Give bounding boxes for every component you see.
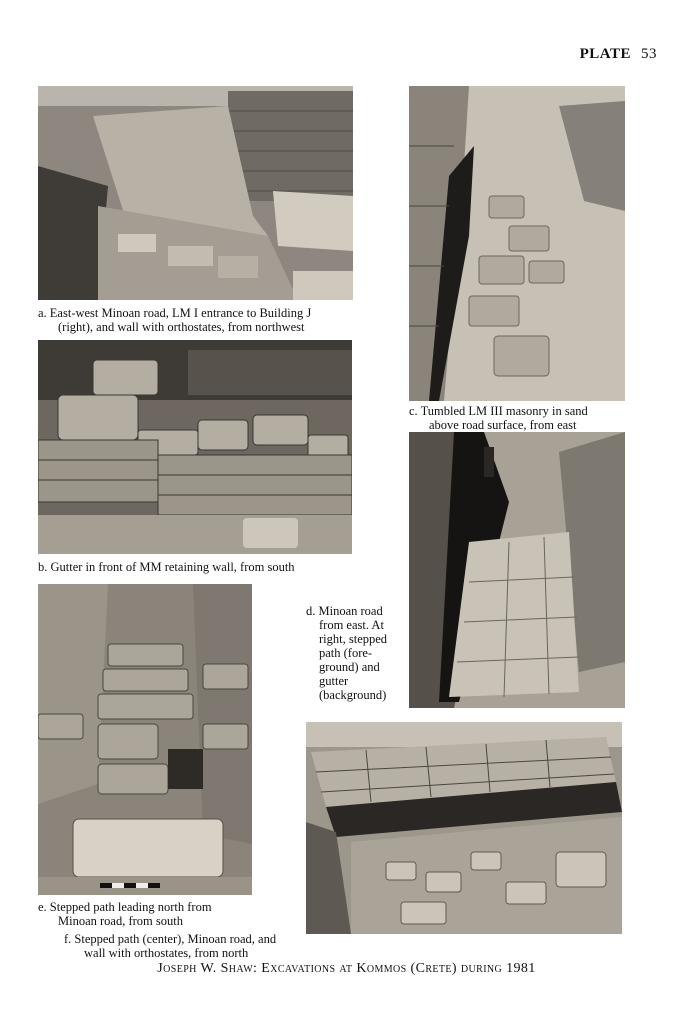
photo-f <box>306 722 622 934</box>
caption-d-line7: (background) <box>319 688 387 702</box>
caption-b-line1: b. Gutter in front of MM retaining wall, from south <box>38 560 295 574</box>
photo-c <box>409 86 625 401</box>
caption-c-line1: c. Tumbled LM III masonry in sand <box>409 404 588 418</box>
caption-d-line4: path (fore- <box>319 646 373 660</box>
photo-a <box>38 86 353 300</box>
caption-d-line2: from east. At <box>319 618 384 632</box>
caption-f-line1: f. Stepped path (center), Minoan road, and <box>64 932 277 946</box>
footer-author: Joseph W. Shaw: <box>157 961 258 976</box>
caption-d <box>306 604 406 702</box>
caption-e-line1: e. Stepped path leading north from <box>38 900 212 914</box>
caption-c-line2: above road surface, from east <box>429 418 577 432</box>
footer-year: 1981 <box>506 961 536 976</box>
plate-label: PLATE <box>579 46 631 62</box>
caption-e-line2: Minoan road, from south <box>58 914 183 928</box>
caption-f-line2: wall with orthostates, from north <box>84 946 249 960</box>
caption-b <box>38 560 295 574</box>
plate-header <box>580 46 657 63</box>
caption-a <box>38 306 311 334</box>
footer-title: Excavations at Kommos (Crete) during <box>261 961 503 976</box>
plate-number: 53 <box>641 46 657 62</box>
caption-f <box>64 932 276 960</box>
caption-a-line1: a. East-west Minoan road, LM I entrance to Building J <box>38 306 312 320</box>
caption-d-line6: gutter <box>319 674 349 688</box>
caption-d-line3: right, stepped <box>319 632 388 646</box>
photo-d <box>409 432 625 708</box>
caption-e <box>38 900 212 928</box>
photo-e <box>38 584 252 895</box>
caption-d-line1: d. Minoan road <box>306 604 383 618</box>
caption-a-line2: (right), and wall with orthostates, from northwest <box>58 320 305 334</box>
photo-b <box>38 340 352 554</box>
caption-d-line5: ground) and <box>319 660 380 674</box>
page-footer <box>0 961 693 977</box>
caption-c <box>409 404 588 432</box>
